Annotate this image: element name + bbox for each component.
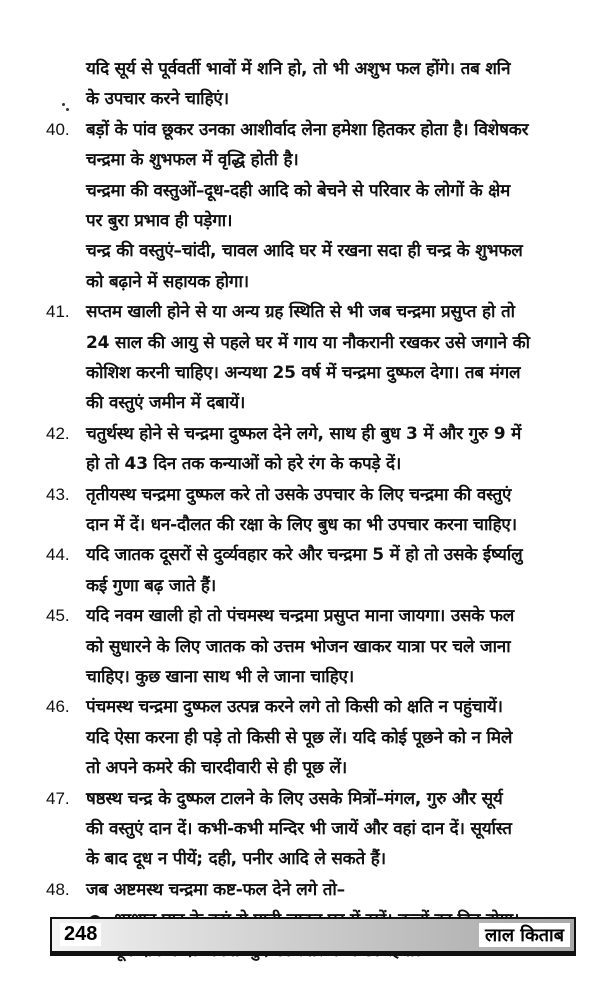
page-number: 248 [60,923,101,946]
scan-speck [62,103,65,106]
text-line: दान में दें। धन-दौलत की रक्षा के लिए बुध का भी उपचार करना चाहिए। [86,515,517,535]
text-line: को सुधारने के लिए जातक को उत्तम भोजन खाकर यात्रा पर चले जाना [86,636,511,657]
text-line: यदि ऐसा करना ही पड़े तो किसी से पूछ लें। यदि कोई पूछने को न मिले [86,727,513,748]
text-line: पंचमस्थ चन्द्रमा दुष्फल उत्पन्न करने लगे तो किसी को क्षति न पहुंचायें। [86,697,503,718]
text-line: चन्द्रमा के शुभफल में वृद्धि होती है। [86,150,299,171]
item-number: 40. [46,119,70,139]
text-line: सप्तम खाली होने से या अन्य ग्रह स्थिति से भी जब चन्द्रमा प्रसुप्त हो तो [86,302,515,323]
text-line: षष्ठस्थ चन्द्र के दुष्फल टालने के लिए उसके मित्रों–मंगल, गुरु और सूर्य [86,788,503,809]
text-line: तृतीयस्थ चन्द्रमा दुष्फल करे तो उसके उपचार के लिए चन्द्रमा की वस्तुएं [86,484,512,505]
text-line: हो तो 43 दिन तक कन्याओं को हरे रंग के कपड़े दें। [86,454,402,475]
scan-speck [66,108,69,111]
item-number: 44. [46,545,70,565]
text-line: चन्द्रमा की वस्तुओं–दूध-दही आदि को बेचने से परिवार के लोगों के क्षेम [86,180,511,201]
item-number: 41. [46,302,70,322]
text-line: चतुर्थस्थ होने से चन्द्रमा दुष्फल देने लगे, साथ ही बुध 3 में और गुरु 9 में [86,423,522,444]
text-line: बड़ों के पांव छूकर उनका आशीर्वाद लेना हमेशा हितकर होता है। विशेषकर [86,119,529,140]
item-number: 43. [46,484,70,504]
text-line: की वस्तुएं जमीन में दबायें। [86,393,246,414]
text-line: जब अष्टमस्थ चन्द्रमा कष्ट-फल देने लगे तो– [86,879,345,900]
item-number: 45. [46,606,70,626]
text-line: 24 साल की आयु से पहले घर में गाय या नौकरानी रखकर उसे जगाने की [86,332,530,353]
text-line: चन्द्र की वस्तुएं–चांदी, चावल आदि घर में रखना सदा ही चन्द्र के शुभफल [86,241,523,262]
text-line: तो अपने कमरे की चारदीवारी से ही पूछ लें। [86,758,348,779]
footer-rule [50,952,576,956]
text-line: को बढ़ाने में सहायक होगा। [86,271,249,292]
item-number: 46. [46,697,70,717]
text-line: के उपचार करने चाहिएं। [86,89,229,110]
page-footer [50,917,576,953]
text-line: यदि सूर्य से पूर्ववर्ती भावों में शनि हो, तो भी अशुभ फल होंगे। तब शनि [86,59,511,79]
text-line: यदि नवम खाली हो तो पंचमस्थ चन्द्रमा प्रसुप्त माना जायगा। उसके फल [86,606,515,627]
book-title: लाल किताब [479,923,570,947]
item-number: 47. [46,788,70,808]
text-line: पर बुरा प्रभाव ही पड़ेगा। [86,211,233,231]
text-line: यदि जातक दूसरों से दुर्व्यवहार करे और चन्द्रमा 5 में हो तो उसके ईर्ष्यालु [86,545,523,566]
item-number: 42. [46,423,70,443]
text-line: के बाद दूध न पीयें; दही, पनीर आदि ले सकते हैं। [86,849,386,870]
text-line: कोशिश करनी चाहिए। अन्यथा 25 वर्ष में चन्द्रमा दुष्फल देगा। तब मंगल [86,363,521,383]
text-line: चाहिए। कुछ खाना साथ भी ले जाना चाहिए। [86,667,354,687]
text-line: कई गुणा बढ़ जाते हैं। [86,575,216,596]
item-number: 48. [46,879,70,899]
text-line: की वस्तुएं दान दें। कभी-कभी मन्दिर भी जायें और वहां दान दें। सूर्यास्त [86,819,512,839]
